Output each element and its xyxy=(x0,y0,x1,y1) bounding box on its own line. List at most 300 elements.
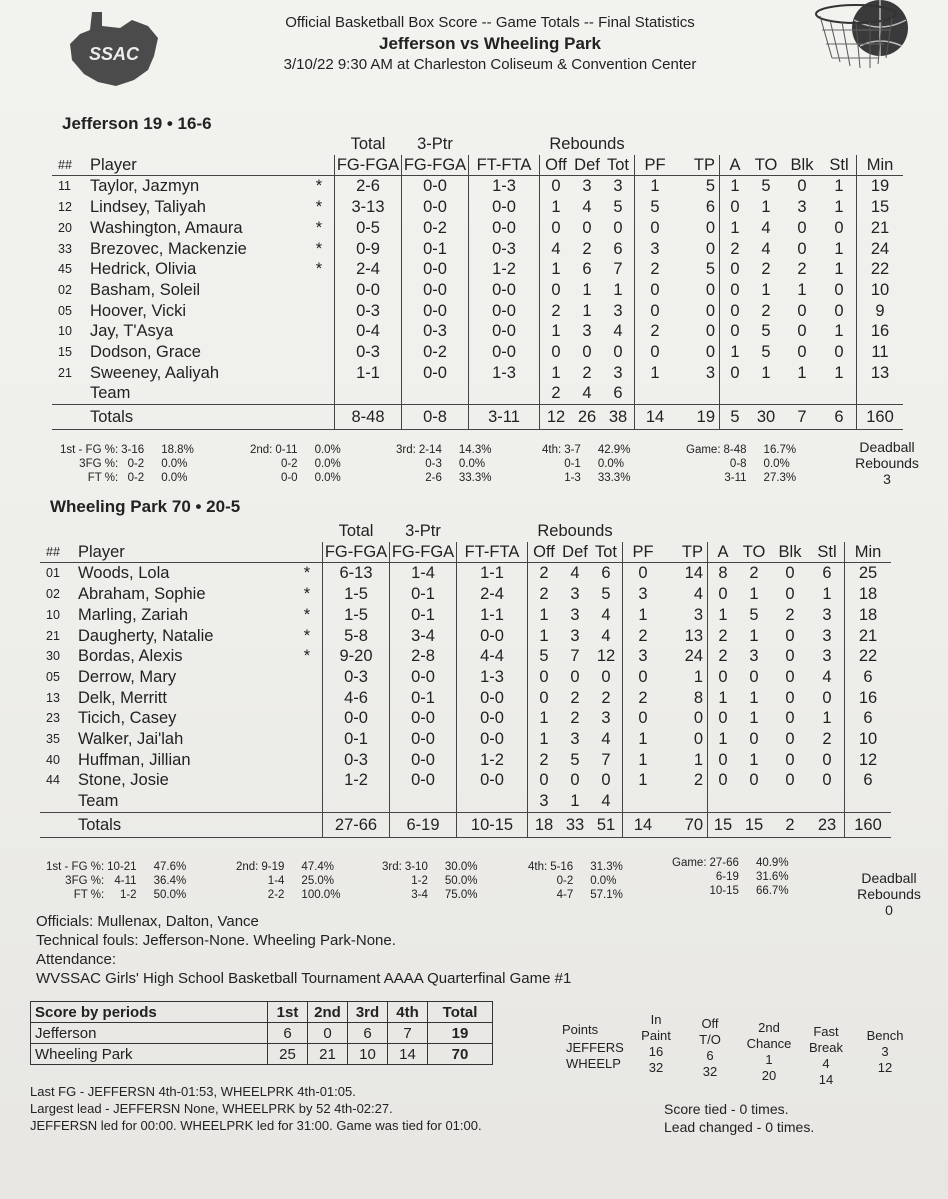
blocks: 2 xyxy=(785,605,795,624)
stat-label: 3FG %: xyxy=(79,458,119,470)
steals: 3 xyxy=(810,646,845,667)
made-attempted: 0-2 xyxy=(127,472,145,484)
personal-fouls: 1 xyxy=(638,750,648,769)
col-turnovers: TO xyxy=(738,542,770,563)
personal-fouls xyxy=(635,383,676,404)
turnovers: 1 xyxy=(749,709,759,728)
period-total: 70 xyxy=(428,1044,493,1065)
player-name: Marling, Zariah xyxy=(78,605,189,624)
made-attempted: 3-16 xyxy=(121,444,145,456)
minutes: 13 xyxy=(870,363,890,382)
turnovers: 3 xyxy=(749,647,759,666)
blank xyxy=(292,542,323,563)
personal-fouls: 1 xyxy=(650,177,660,196)
total-def-reb: 33 xyxy=(560,812,590,837)
period-team-name: Wheeling Park xyxy=(31,1044,268,1065)
percentage: 0.0% xyxy=(161,458,188,470)
stat-label: Game: xyxy=(672,857,707,869)
personal-fouls: 1 xyxy=(638,730,648,749)
player-name: Washington, Amaura xyxy=(90,218,243,237)
misc-value: 20 xyxy=(761,1068,777,1083)
made-attempted: 1-2 xyxy=(411,875,428,887)
percentage: 0.0% xyxy=(161,472,188,484)
tot-reb: 4 xyxy=(590,626,623,647)
percentage: 66.7% xyxy=(755,885,789,897)
ft-fta: 1-1 xyxy=(457,605,528,626)
starter-mark: * xyxy=(303,585,311,604)
steals: 0 xyxy=(810,750,845,771)
col-total-points: TP xyxy=(663,542,708,563)
minutes: 11 xyxy=(871,343,889,362)
stat-label: 3FG %: xyxy=(65,875,105,887)
fg-fga: 0-9 xyxy=(335,239,402,260)
ft-fta: 1-2 xyxy=(457,750,528,771)
three-pt-fg-fga: 0-2 xyxy=(402,218,469,239)
steals: 4 xyxy=(810,667,845,688)
officials-text: Officials: Mullenax, Dalton, Vance xyxy=(36,913,259,930)
stat-label: 3rd: xyxy=(382,861,402,873)
def-reb: 3 xyxy=(570,626,580,645)
periods-row-jefferson xyxy=(31,1023,493,1044)
blank xyxy=(292,791,323,812)
stat-label xyxy=(250,471,275,485)
player-name: Derrow, Mary xyxy=(78,667,177,686)
blocks: 2 xyxy=(797,260,807,279)
col-assists: A xyxy=(708,542,739,563)
three-pt-fg-fga: 0-0 xyxy=(390,770,457,791)
totals-row xyxy=(52,405,903,430)
tot-reb: 2 xyxy=(590,688,623,709)
misc-label: Break xyxy=(809,1040,843,1055)
blocks xyxy=(782,383,822,404)
tot-reb: 4 xyxy=(590,605,623,626)
player-name: Hoover, Vicki xyxy=(90,301,186,320)
total-steals: 6 xyxy=(822,405,857,430)
percentage: 0.0% xyxy=(314,444,341,456)
total-points: 13 xyxy=(663,626,708,647)
percentage: 0.0% xyxy=(597,458,625,470)
misc-value: 12 xyxy=(877,1060,893,1075)
stat-label xyxy=(396,471,419,485)
steals: 0 xyxy=(822,301,857,322)
deadball-label: Rebounds xyxy=(855,455,919,471)
col-group-total: Total xyxy=(338,522,374,540)
blank xyxy=(304,405,335,430)
three-pt-fg-fga: 0-1 xyxy=(390,584,457,605)
attendance-text: Attendance: xyxy=(36,951,117,968)
percentage: 0.0% xyxy=(314,472,341,484)
group-header-row xyxy=(40,521,891,542)
made-attempted: 0-11 xyxy=(275,444,298,456)
player-row xyxy=(52,301,903,322)
blank xyxy=(402,383,469,404)
tot-reb: 6 xyxy=(590,563,623,584)
quarter-shooting-block xyxy=(672,856,792,898)
tot-reb: 0 xyxy=(590,770,623,791)
misc-fast-break xyxy=(804,1024,848,1088)
col-steals: Stl xyxy=(822,155,857,176)
off-reb: 0 xyxy=(539,771,549,790)
period-score: 0 xyxy=(308,1023,348,1044)
made-attempted: 1-3 xyxy=(564,472,581,484)
player-name: Sweeney, Aaliyah xyxy=(90,363,220,382)
three-pt-fg-fga: 0-0 xyxy=(390,729,457,750)
starter-mark xyxy=(292,729,323,750)
period-score: 6 xyxy=(268,1023,308,1044)
turnovers: 5 xyxy=(749,605,759,624)
personal-fouls: 2 xyxy=(638,688,648,707)
off-reb: 1 xyxy=(551,260,561,279)
def-reb: 7 xyxy=(570,647,580,666)
col-off-reb: Off xyxy=(528,542,561,563)
misc-in-paint xyxy=(636,1012,676,1076)
ft-fta: 0-0 xyxy=(469,280,540,301)
blank xyxy=(750,134,782,155)
off-reb: 1 xyxy=(539,709,549,728)
tot-reb: 5 xyxy=(590,584,623,605)
blocks: 0 xyxy=(785,585,795,604)
starter-mark: * xyxy=(303,626,311,645)
ft-fta: 0-0 xyxy=(469,321,540,342)
player-name: Ticich, Casey xyxy=(78,709,177,728)
steals: 0 xyxy=(810,688,845,709)
player-name: Woods, Lola xyxy=(78,564,170,583)
player-name: Abraham, Sophie xyxy=(78,585,206,604)
ft-fta: 0-0 xyxy=(469,197,540,218)
total-points: 1 xyxy=(663,750,708,771)
def-reb: 3 xyxy=(582,177,592,196)
col-personal-fouls: PF xyxy=(623,542,664,563)
total-off-reb: 18 xyxy=(528,812,561,837)
blank xyxy=(635,134,676,155)
player-row xyxy=(40,729,891,750)
total-tot-reb: 38 xyxy=(602,405,635,430)
minutes: 6 xyxy=(863,667,873,686)
turnovers: 1 xyxy=(749,750,759,769)
steals xyxy=(810,791,845,812)
total-points: 0 xyxy=(675,342,720,363)
ft-fta: 0-3 xyxy=(469,239,540,260)
def-reb: 3 xyxy=(570,605,580,624)
steals: 0 xyxy=(822,280,857,301)
starter-mark: * xyxy=(315,239,323,258)
blank xyxy=(663,521,708,542)
fg-fga: 0-5 xyxy=(335,218,402,239)
tot-reb: 0 xyxy=(602,218,635,239)
three-pt-fg-fga: 3-4 xyxy=(390,626,457,647)
percentage: 57.1% xyxy=(590,889,623,901)
jersey-number: 21 xyxy=(46,628,60,643)
player-row xyxy=(40,688,891,709)
steals: 1 xyxy=(810,708,845,729)
def-reb: 0 xyxy=(570,667,580,686)
ft-fta: 0-0 xyxy=(469,342,540,363)
assists: 0 xyxy=(718,667,728,686)
def-reb: 3 xyxy=(570,585,580,604)
off-reb: 1 xyxy=(539,730,549,749)
total-points: 0 xyxy=(675,301,720,322)
deadball-rebounds xyxy=(854,870,924,918)
assists: 0 xyxy=(730,363,740,382)
three-pt-fg-fga: 0-0 xyxy=(402,197,469,218)
starter-mark xyxy=(304,280,335,301)
misc-label: Fast xyxy=(813,1024,839,1039)
misc-value: 3 xyxy=(881,1044,889,1059)
misc-label: Paint xyxy=(641,1028,671,1043)
total-steals: 23 xyxy=(810,812,845,837)
player-row xyxy=(52,239,903,260)
jersey-number: 13 xyxy=(46,690,60,705)
col-turnovers: TO xyxy=(750,155,782,176)
quarter-shooting-block xyxy=(250,443,344,485)
assists: 1 xyxy=(718,605,728,624)
def-reb: 5 xyxy=(570,750,580,769)
tot-reb: 4 xyxy=(590,729,623,750)
player-name: Taylor, Jazmyn xyxy=(90,177,200,196)
jersey-number: 33 xyxy=(58,241,72,256)
percentage: 31.6% xyxy=(755,871,789,883)
made-attempted: 0-0 xyxy=(280,472,298,484)
blank xyxy=(292,521,323,542)
percentage: 47.6% xyxy=(153,861,187,873)
personal-fouls: 1 xyxy=(650,363,660,382)
tot-reb: 6 xyxy=(602,239,635,260)
player-row xyxy=(52,321,903,342)
steals: 3 xyxy=(810,605,845,626)
minutes: 22 xyxy=(870,260,890,279)
assists: 0 xyxy=(730,260,740,279)
col-group-rebounds: Rebounds xyxy=(549,135,625,153)
game-notes xyxy=(30,1083,482,1134)
player-row xyxy=(40,750,891,771)
periods-header-1st: 1st xyxy=(268,1002,308,1023)
team-title-jefferson: Jefferson 19 • 16-6 xyxy=(62,114,212,133)
blocks: 0 xyxy=(785,667,795,686)
minutes: 21 xyxy=(870,218,890,237)
jersey-number: 45 xyxy=(58,262,72,277)
blank xyxy=(675,134,720,155)
fg-fga: 9-20 xyxy=(323,646,390,667)
player-row xyxy=(40,605,891,626)
player-name: Lindsey, Taliyah xyxy=(90,198,206,217)
total-points: 0 xyxy=(675,321,720,342)
percentage: 50.0% xyxy=(153,889,187,901)
made-attempted: 2-2 xyxy=(267,889,285,901)
player-row xyxy=(52,280,903,301)
col-tot-reb: Tot xyxy=(602,155,635,176)
blocks: 0 xyxy=(797,301,807,320)
made-attempted: 27-66 xyxy=(709,857,739,869)
player-row xyxy=(40,563,891,584)
period-score: 10 xyxy=(348,1044,388,1065)
total-points xyxy=(675,383,720,404)
minutes xyxy=(857,383,904,404)
percentage: 42.9% xyxy=(597,444,631,456)
percentage: 18.8% xyxy=(161,444,194,456)
starter-mark xyxy=(304,342,335,363)
jersey-number: 21 xyxy=(58,365,72,380)
fg-fga: 1-5 xyxy=(323,605,390,626)
off-reb: 3 xyxy=(528,791,561,812)
tot-reb: 0 xyxy=(602,342,635,363)
score-by-periods-table xyxy=(30,1001,493,1065)
minutes: 18 xyxy=(858,585,878,604)
stat-label xyxy=(528,874,550,888)
period-team-name: Jefferson xyxy=(31,1023,268,1044)
periods-header-label: Score by periods xyxy=(31,1002,268,1023)
game-date-venue: 3/10/22 9:30 AM at Charleston Coliseum & Convention Center xyxy=(283,56,697,73)
stat-label xyxy=(382,874,405,888)
stat-label xyxy=(672,884,710,898)
total-turnovers: 15 xyxy=(738,812,770,837)
blocks: 0 xyxy=(785,709,795,728)
misc-bench xyxy=(860,1028,910,1076)
periods-header-4th: 4th xyxy=(388,1002,428,1023)
blank xyxy=(469,134,540,155)
blank xyxy=(323,791,390,812)
total-points: 14 xyxy=(663,563,708,584)
def-reb: 4 xyxy=(572,383,602,404)
def-reb: 2 xyxy=(582,239,592,258)
personal-fouls: 3 xyxy=(638,647,648,666)
stat-label: 1st - FG %: xyxy=(46,861,105,873)
report-header xyxy=(200,12,780,75)
player-row xyxy=(52,176,903,197)
def-reb: 2 xyxy=(582,363,592,382)
starter-mark: * xyxy=(303,647,311,666)
minutes: 22 xyxy=(858,647,878,666)
total-points: 5 xyxy=(675,259,720,280)
steals: 1 xyxy=(822,321,857,342)
stat-label: FT %: xyxy=(73,889,105,901)
player-name: Basham, Soleil xyxy=(90,280,201,299)
misc-label: In xyxy=(650,1012,662,1027)
blank xyxy=(770,521,810,542)
made-attempted: 0-2 xyxy=(127,458,145,470)
jersey-number: 02 xyxy=(58,282,72,297)
turnovers: 1 xyxy=(749,626,759,645)
turnovers: 1 xyxy=(761,363,771,382)
player-row xyxy=(40,770,891,791)
misc-label: 2nd xyxy=(758,1020,780,1035)
tot-reb: 7 xyxy=(590,750,623,771)
total-points xyxy=(663,791,708,812)
ft-fta: 0-0 xyxy=(457,626,528,647)
blank xyxy=(782,134,822,155)
turnovers xyxy=(738,791,770,812)
personal-fouls: 3 xyxy=(638,585,648,604)
player-row xyxy=(40,626,891,647)
made-attempted: 4-11 xyxy=(114,875,137,887)
tot-reb: 3 xyxy=(590,708,623,729)
turnovers: 2 xyxy=(761,301,771,320)
made-attempted: 3-7 xyxy=(564,444,581,456)
stat-label xyxy=(236,888,261,902)
box-table-wheeling-park xyxy=(40,521,891,838)
total-points: 6 xyxy=(675,197,720,218)
misc-team2: WHEELP xyxy=(566,1056,621,1071)
misc-label: Chance xyxy=(746,1036,792,1051)
assists: 0 xyxy=(718,750,728,769)
three-pt-fg-fga: 1-4 xyxy=(390,563,457,584)
tot-reb: 7 xyxy=(602,259,635,280)
total-def-reb: 26 xyxy=(572,405,602,430)
periods-row-wheeling-park xyxy=(31,1044,493,1065)
def-reb: 4 xyxy=(570,564,580,583)
total-off-reb: 12 xyxy=(540,405,573,430)
col-three-pt-fg-fga: FG-FGA xyxy=(390,542,457,563)
off-reb: 0 xyxy=(551,280,561,299)
turnovers: 1 xyxy=(761,198,771,217)
jersey-number: 12 xyxy=(58,200,72,215)
player-row xyxy=(52,218,903,239)
steals: 1 xyxy=(822,239,857,260)
ft-fta: 4-4 xyxy=(457,646,528,667)
blank xyxy=(52,383,90,404)
made-attempted: 2-14 xyxy=(418,444,442,456)
total-points: 0 xyxy=(675,239,720,260)
player-name: Walker, Jai'lah xyxy=(78,730,184,749)
quarter-shooting-block xyxy=(396,443,494,485)
percentage: 30.0% xyxy=(444,861,478,873)
col-tot-reb: Tot xyxy=(590,542,623,563)
total-assists: 5 xyxy=(720,405,751,430)
blank xyxy=(390,791,457,812)
made-attempted: 1-2 xyxy=(119,889,137,901)
turnovers: 4 xyxy=(761,239,771,258)
player-row xyxy=(40,708,891,729)
misc-value: 6 xyxy=(706,1048,714,1063)
player-name: Bordas, Alexis xyxy=(78,647,183,666)
personal-fouls: 3 xyxy=(650,239,660,258)
steals: 1 xyxy=(810,584,845,605)
made-attempted: 9-19 xyxy=(261,861,285,873)
turnovers: 0 xyxy=(749,667,759,686)
column-header-row xyxy=(52,155,903,176)
off-reb: 5 xyxy=(539,647,549,666)
made-attempted: 0-2 xyxy=(280,458,298,470)
made-attempted: 0-2 xyxy=(556,875,574,887)
personal-fouls: 1 xyxy=(638,605,648,624)
team-label: Team xyxy=(78,791,292,812)
led-text: JEFFERSN led for 00:00. WHEELPRK led for 31:00. Game was tied for 01:00. xyxy=(30,1118,482,1133)
blank xyxy=(304,155,335,176)
turnovers: 5 xyxy=(761,177,771,196)
periods-header-row xyxy=(31,1002,493,1023)
jersey-number: 35 xyxy=(46,732,60,747)
col-player: Player xyxy=(90,155,304,176)
def-reb: 2 xyxy=(570,688,580,707)
tot-reb: 0 xyxy=(590,667,623,688)
totals-row xyxy=(40,812,891,837)
technical-fouls-text: Technical fouls: Jefferson-None. Wheeling Park-None. xyxy=(36,932,396,949)
tot-reb: 4 xyxy=(590,791,623,812)
blank xyxy=(457,791,528,812)
off-reb: 0 xyxy=(551,177,561,196)
points-label: Points xyxy=(562,1022,599,1037)
three-pt-fg-fga: 0-1 xyxy=(390,688,457,709)
tot-reb: 12 xyxy=(590,646,623,667)
starter-mark: * xyxy=(315,260,323,279)
ft-fta: 2-4 xyxy=(457,584,528,605)
assists: 2 xyxy=(718,626,728,645)
jersey-number: 23 xyxy=(46,711,60,726)
steals: 1 xyxy=(822,259,857,280)
minutes: 12 xyxy=(858,750,878,769)
percentage: 100.0% xyxy=(301,889,341,901)
percentage: 0.0% xyxy=(314,458,341,470)
blocks: 0 xyxy=(797,322,807,341)
